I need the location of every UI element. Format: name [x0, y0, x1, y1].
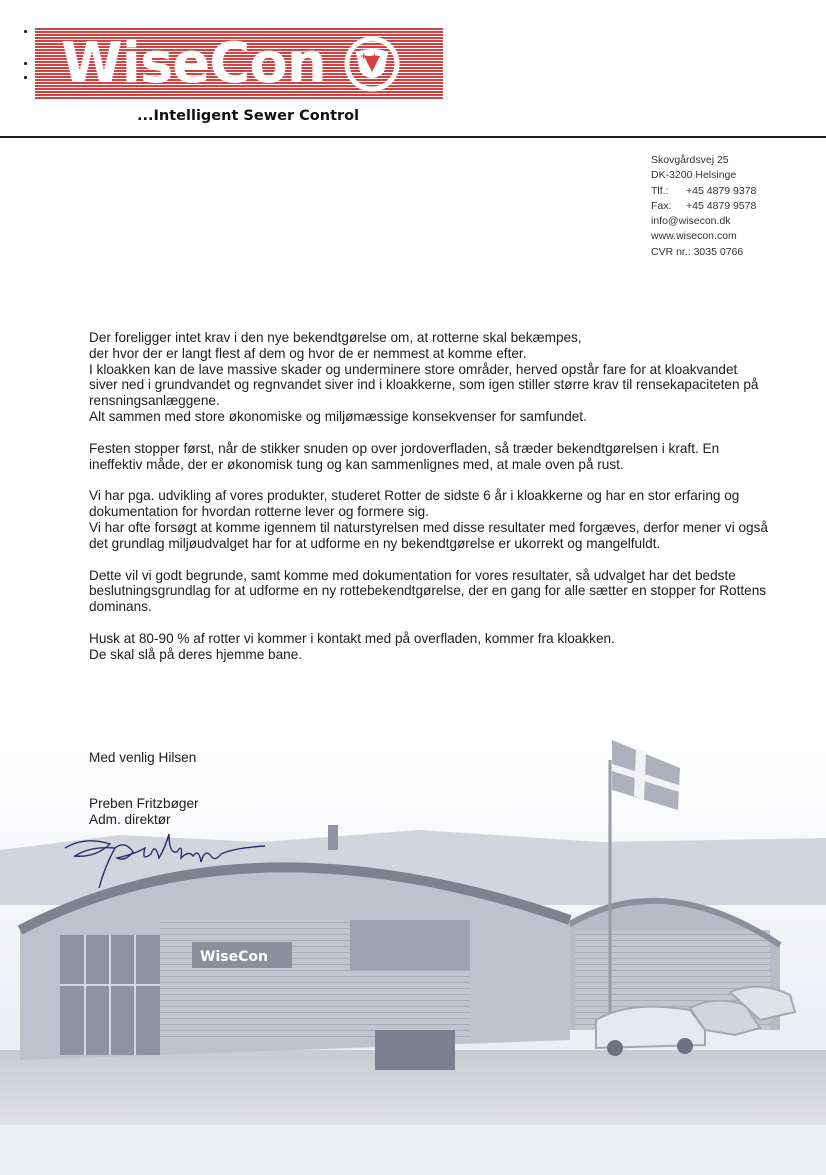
address-website: www.wisecon.com — [651, 230, 737, 243]
phone-number: +45 4879 9378 — [686, 184, 757, 197]
letter-paragraph: Husk at 80-90 % af rotter vi kommer i kontakt med på overfladen, kommer fra kloakken. De skal slå på deres hjemme bane. — [89, 630, 615, 662]
signer-title: Adm. direktør — [89, 811, 171, 827]
phone-label: Tlf.: — [651, 184, 669, 197]
letter-paragraph: Dette vil vi godt begrunde, samt komme med dokumentation for vores resultater, så udvalget har det bedste beslutningsgrundlag for at udforme en ny rottebekendtgørelse, der en gang for alle sætter en stopper for Rottens dominans. — [89, 567, 767, 615]
address-block — [651, 153, 756, 260]
handwritten-signature — [55, 818, 275, 898]
closing-greeting: Med venlig Hilsen — [89, 750, 197, 765]
signer-name: Preben Fritzbøger — [89, 795, 199, 811]
company-logo-text: WiseCon — [61, 31, 326, 96]
building-sign: WiseCon — [200, 949, 268, 965]
letter-paragraph: Vi har pga. udvikling af vores produkter, studeret Rotter de sidste 6 år i kloakkerne og har en stor erfaring og dokumentation for hvordan rotterne lever og formere sig. Vi har ofte forsøgt at komme igennem til naturstyrelsen med disse resultater med forgæves, derfor mener vi også det grundlag miljøudvalget har for at udforme en ny bekendtgørelse er ukorrekt og mangelfuldt. — [89, 488, 768, 551]
address-email: info@wisecon.dk — [651, 215, 731, 228]
address-street: Skovgårdsvej 25 — [651, 154, 729, 166]
margin-marks — [24, 30, 28, 80]
fax-number: +45 4879 9578 — [686, 199, 757, 212]
letter-paragraph: Festen stopper først, når de stikker snuden op over jordoverfladen, så træder bekendtgørelsen i kraft. En ineffektiv måde, der er økonomisk tung og kan sammenlignes med, at male oven på rust. — [89, 440, 720, 472]
fax-label: Fax: — [651, 199, 672, 212]
emblem-text: + + — [360, 52, 379, 62]
shield-emblem-icon — [344, 36, 400, 92]
letter-body — [89, 330, 769, 679]
address-fax — [651, 199, 756, 214]
letter-closing — [89, 750, 199, 827]
letter-paragraph: Der foreligger intet krav i den nye bekendtgørelse om, at rotterne skal bekæmpes, der hvor der er langt flest af dem og hvor de er nemmest at komme efter. I kloakken kan de lave massive skader og underminere store områder, herved opstår fare for at kloakvandet siver ned i grundvandet og regnvandet siver ind i kloakkerne, som igen stiller større krav til rensekapaciteten på rensningsanlæggene. Alt sammen med store økonomiske og miljømæssige konsekvenser for samfundet. — [89, 330, 759, 424]
logo-banner — [35, 28, 443, 99]
address-city: DK-3200 Helsinge — [651, 169, 737, 182]
company-tagline: ...Intelligent Sewer Control — [137, 108, 360, 124]
address-cvr: CVR nr.: 3035 0766 — [651, 245, 744, 258]
address-phone — [651, 184, 756, 199]
header-divider — [0, 136, 826, 138]
